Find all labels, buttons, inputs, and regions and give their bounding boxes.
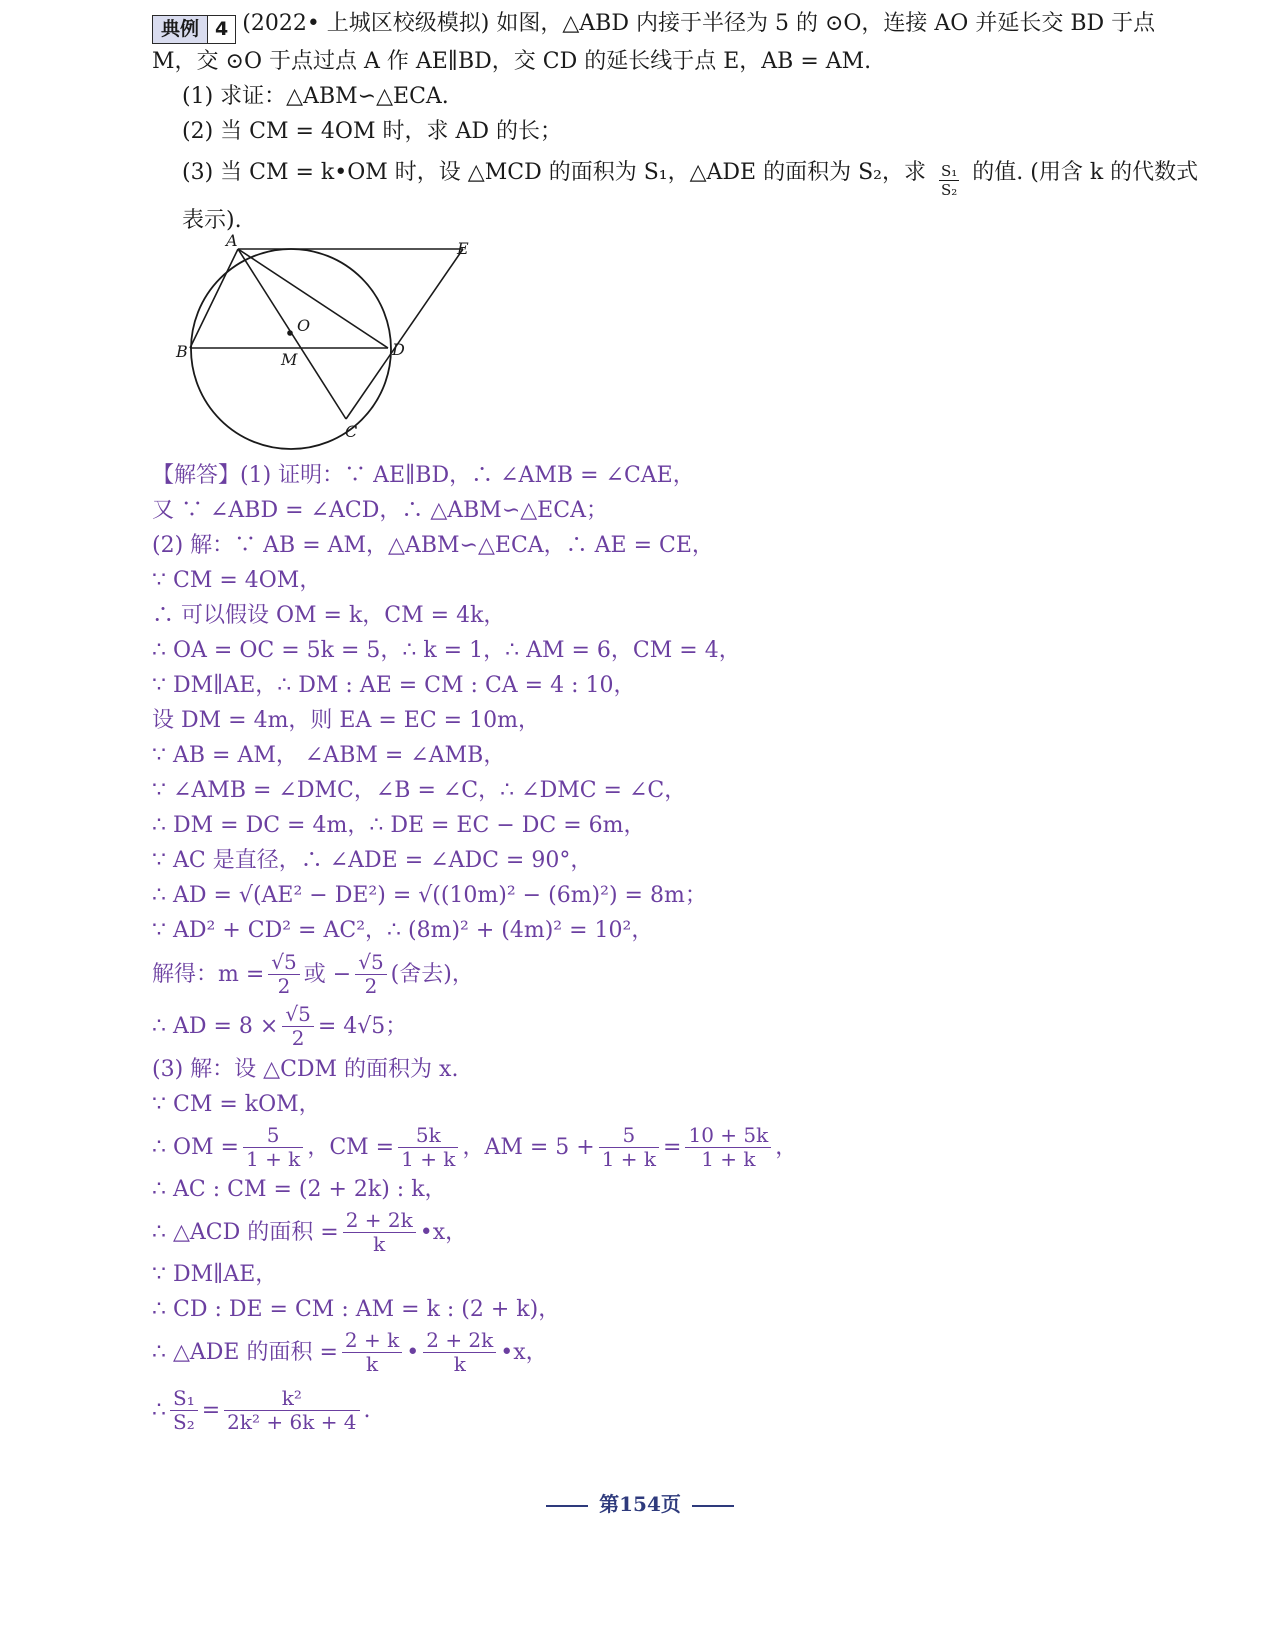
solution-label: 【解答】 — [152, 463, 241, 488]
solve-m-frac-1-den: 2 — [277, 973, 291, 998]
om-p2: ，CM = — [307, 1134, 395, 1160]
problem-statement — [152, 6, 1199, 238]
solution-row-14: ∵ AD² + CD² = AC²，∴ (8m)² + (4m)² = 10²， — [152, 918, 654, 943]
om-frac-4-den: 1 + k — [701, 1146, 756, 1171]
solution-row-4: ∵ CM = 4OM， — [152, 568, 322, 593]
part3-row-1: (3) 解：设 △CDM 的面积为 x. — [152, 1057, 459, 1082]
segment-ab — [190, 249, 238, 348]
ad-result-frac — [282, 1003, 313, 1050]
final-frac-2 — [224, 1387, 359, 1434]
solution-row-5: ∴ 可以假设 OM = k，CM = 4k， — [152, 603, 506, 628]
problem-line-1 — [152, 6, 1156, 44]
om-p3: ，AM = 5 + — [462, 1134, 595, 1160]
cd-row: ∴ CD : DE = CM : AM = k : (2 + k)， — [152, 1297, 561, 1322]
dm-row: ∵ DM∥AE， — [152, 1262, 278, 1287]
solution-row-1 — [152, 458, 912, 493]
acd-prefix: ∴ △ACD 的面积 = — [152, 1219, 339, 1245]
label-d: D — [392, 340, 405, 359]
om-p4: = — [663, 1134, 682, 1160]
example-tag-number: 4 — [215, 18, 229, 40]
label-c: C — [345, 422, 358, 441]
om-frac-2 — [398, 1124, 458, 1171]
ad-result-row — [152, 1000, 912, 1052]
geometry-figure — [176, 231, 498, 446]
solution-row-8: 设 DM = 4m，则 EA = EC = 10m， — [152, 708, 540, 733]
part3-text-before: (3) 当 CM = k•OM 时，设 △MCD 的面积为 S₁，△ADE 的面积为 S₂，求 — [182, 160, 926, 185]
solution-row-3: (2) 解：∵ AB = AM，△ABM∽△ECA，∴ AE = CE， — [152, 533, 714, 558]
solve-m-row — [152, 948, 912, 1000]
om-frac-2-num: 5k — [398, 1124, 458, 1148]
part3-text-after: 的值. (用含 k 的代数式 — [972, 160, 1199, 185]
ade-frac-2-den: k — [453, 1351, 466, 1376]
om-frac-1-den: 1 + k — [245, 1146, 301, 1171]
solve-m-frac-2-den: 2 — [364, 973, 378, 998]
solve-m-frac-2-num: √5 — [355, 951, 386, 975]
acd-suffix: •x， — [419, 1219, 468, 1245]
ade-suffix: •x， — [500, 1339, 548, 1365]
problem-part-3-cont: 表示). — [182, 208, 242, 233]
problem-line-2: M，交 ⊙O 于点过点 A 作 AE∥BD，交 CD 的延长线于点 E，AB = AM. — [152, 49, 872, 74]
final-frac-2-den: 2k² + 6k + 4 — [227, 1409, 357, 1434]
solution-text-1: (1) 证明：∵ AE∥BD，∴ ∠AMB = ∠CAE， — [240, 463, 695, 488]
solution-row-6: ∴ OA = OC = 5k = 5，∴ k = 1，∴ AM = 6，CM = 4， — [152, 638, 741, 663]
ade-frac-1 — [342, 1329, 402, 1376]
ade-frac-1-num: 2 + k — [342, 1329, 402, 1353]
label-a: A — [226, 231, 238, 250]
label-b: B — [176, 342, 188, 361]
acd-frac — [343, 1209, 416, 1256]
problem-part-3 — [152, 155, 1199, 199]
solution-row-7: ∵ DM∥AE，∴ DM : AE = CM : CA = 4 : 10， — [152, 673, 636, 698]
solution-row-2: 又 ∵ ∠ABD = ∠ACD，∴ △ABM∽△ECA； — [152, 498, 608, 523]
solve-m-prefix: 解得：m = — [152, 961, 265, 987]
label-m: M — [281, 350, 298, 369]
page-number: 第154页 — [599, 1492, 681, 1516]
ade-row — [152, 1327, 912, 1377]
ad-result-prefix: ∴ AD = 8 × — [152, 1013, 279, 1039]
ade-mid: • — [406, 1339, 420, 1365]
ad-result-suffix: = 4√5； — [317, 1013, 408, 1039]
label-o: O — [297, 316, 311, 335]
solve-m-frac-2 — [355, 951, 386, 998]
om-frac-2-den: 1 + k — [401, 1146, 456, 1171]
center-point-o — [287, 330, 293, 336]
acd-frac-den: k — [373, 1231, 386, 1256]
om-p5: ， — [775, 1134, 798, 1160]
final-row — [152, 1385, 912, 1435]
page-footer — [0, 1488, 1280, 1517]
final-frac-1-num: S₁ — [170, 1387, 198, 1411]
om-row — [152, 1122, 912, 1172]
geometry-svg — [176, 231, 498, 446]
acd-frac-num: 2 + 2k — [343, 1209, 416, 1233]
solution-block — [152, 458, 912, 1435]
om-frac-1-num: 5 — [243, 1124, 303, 1148]
final-suffix: . — [363, 1397, 371, 1423]
problem-part-1: (1) 求证：△ABM∽△ECA. — [182, 84, 449, 109]
segment-ad — [238, 249, 388, 348]
final-eq: = — [201, 1397, 221, 1423]
solve-m-suffix: (舍去)， — [390, 961, 474, 987]
part3-fraction — [939, 162, 959, 199]
part3-frac-num: S₁ — [940, 162, 958, 180]
segment-ec — [346, 249, 463, 419]
ade-prefix: ∴ △ADE 的面积 = — [152, 1339, 338, 1365]
example-tag — [152, 15, 236, 44]
problem-text-1: (2022• 上城区校级模拟) 如图，△ABD 内接于半径为 5 的 ⊙O，连接 AO 并延长交 BD 于点 — [242, 11, 1156, 36]
ade-frac-2-num: 2 + 2k — [423, 1329, 496, 1353]
om-frac-3 — [599, 1124, 659, 1171]
final-frac-1 — [170, 1387, 198, 1434]
solution-row-10: ∵ ∠AMB = ∠DMC，∠B = ∠C，∴ ∠DMC = ∠C， — [152, 778, 687, 803]
ade-frac-2 — [423, 1329, 496, 1376]
final-prefix: ∴ — [152, 1397, 166, 1423]
part3-row-2: ∵ CM = kOM， — [152, 1092, 321, 1117]
example-tag-label: 典例 — [153, 16, 208, 43]
label-e: E — [457, 239, 469, 258]
solution-row-9: ∵ AB = AM， ∠ABM = ∠AMB， — [152, 743, 506, 768]
circle-o — [191, 249, 391, 449]
om-frac-4-num: 10 + 5k — [685, 1124, 771, 1148]
solution-row-12: ∵ AC 是直径，∴ ∠ADE = ∠ADC = 90°， — [152, 848, 593, 873]
om-frac-3-num: 5 — [599, 1124, 659, 1148]
om-p1: ∴ OM = — [152, 1134, 239, 1160]
solution-row-11: ∴ DM = DC = 4m，∴ DE = EC − DC = 6m， — [152, 813, 646, 838]
final-frac-2-num: k² — [224, 1387, 359, 1411]
final-frac-1-den: S₂ — [173, 1409, 195, 1434]
solve-m-frac-1 — [268, 951, 299, 998]
ac-row: ∴ AC : CM = (2 + 2k) : k， — [152, 1177, 447, 1202]
ade-frac-1-den: k — [366, 1351, 379, 1376]
solve-m-mid: 或 − — [303, 961, 352, 987]
footer-rule-right — [692, 1505, 734, 1507]
om-frac-4 — [685, 1124, 771, 1171]
om-frac-3-den: 1 + k — [601, 1146, 657, 1171]
solution-row-13: ∴ AD = √(AE² − DE²) = √((10m)² − (6m)²) = 8m； — [152, 883, 707, 908]
om-frac-1 — [243, 1124, 303, 1171]
part3-frac-den: S₂ — [940, 181, 958, 199]
problem-part-2: (2) 当 CM = 4OM 时，求 AD 的长； — [182, 119, 562, 144]
ad-result-frac-num: √5 — [282, 1003, 313, 1027]
footer-rule-left — [546, 1505, 588, 1507]
solve-m-frac-1-num: √5 — [268, 951, 299, 975]
ad-result-frac-den: 2 — [291, 1025, 305, 1050]
acd-row — [152, 1207, 912, 1257]
